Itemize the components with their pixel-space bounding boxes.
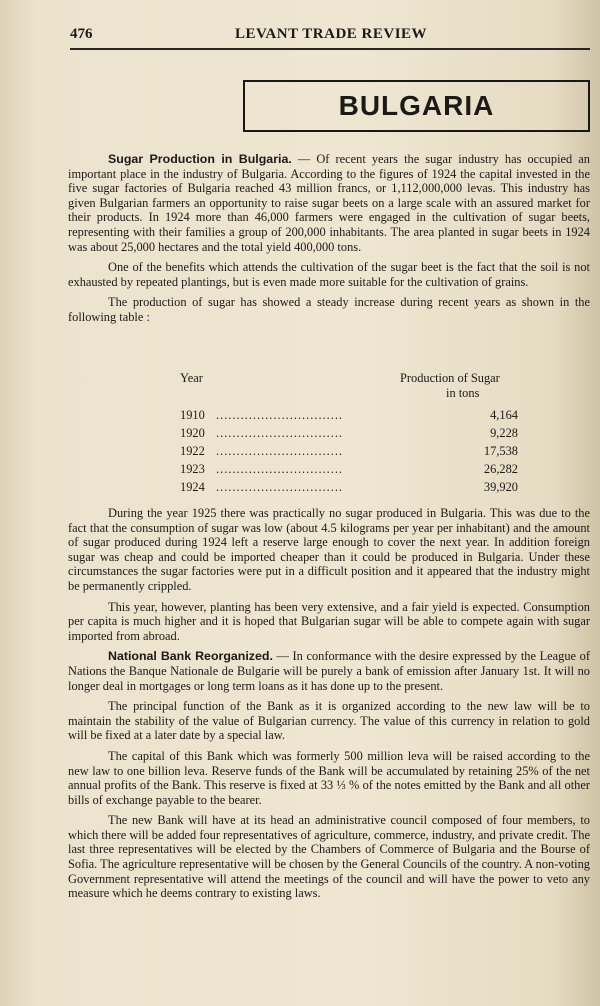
table-cell-year: 1923: [180, 462, 205, 476]
table-cell-value: 39,920: [483, 480, 518, 494]
sugar-paragraph-3: The production of sugar has showed a steady increase during recent years as shown in the following table :: [68, 295, 590, 324]
table-row: [180, 426, 590, 441]
bank-paragraph-4: The new Bank will have at its head an administrative council composed of four members, to which there will be added four representatives of agriculture, commerce, industry, and private credit. The last three representatives will be elected by the Chambers of Commerce of Bulgaria and the Bourse of Sofia. The agriculture representative will be chosen by the General Councils of the country. A non-voting Government representative will attend the meetings of the council and will have the power to veto any measure which he deems contrary to existing laws.: [68, 813, 590, 901]
bank-paragraph-1-text: — In conformance with the desire expressed by the League of Nations the Banque Nationale de Bulgarie will be purely a bank of emission after January 1st. It will no longer deal in mortgages or long term loans as it has done up to the present.: [68, 649, 590, 693]
page-header: [70, 24, 590, 48]
section-title-box: [243, 80, 590, 132]
sugar-article-top: [68, 152, 590, 331]
section-title: BULGARIA: [338, 90, 495, 121]
table-cell-year: 1910: [180, 408, 205, 422]
table-row: [180, 480, 590, 495]
table-row: [180, 462, 590, 477]
page-number: 476: [70, 26, 93, 42]
article-bottom: [68, 506, 590, 907]
running-title: LEVANT TRADE REVIEW: [235, 26, 428, 42]
table-leader-dots: ...............................: [216, 426, 344, 440]
bank-heading: National Bank Reorganized.: [108, 649, 273, 664]
table-leader-dots: ...............................: [216, 480, 344, 494]
table-cell-year: 1922: [180, 444, 205, 458]
table-leader-dots: ...............................: [216, 444, 344, 458]
table-cell-value: 4,164: [490, 408, 518, 422]
bank-paragraph-1: [68, 649, 590, 693]
table-cell-year: 1924: [180, 480, 205, 494]
sugar-paragraph-4: During the year 1925 there was practically no sugar produced in Bulgaria. This was due to the fact that the consumption of sugar was low (about 4.5 kilograms per year per inhabitant) and the amount of sugar produced during 1924 left a reserve large enough to cover the next year. In addition foreign sugar was cheap and could be imported cheaper than it could be produced in Bulgaria. Under these circumstances the sugar factories were put in a difficult position and it appeared that the industry might be permanently crippled.: [68, 506, 590, 593]
table-cell-value: 9,228: [490, 426, 518, 440]
sugar-paragraph-1: [68, 152, 590, 254]
table-cell-value: 17,538: [483, 444, 518, 458]
bank-paragraph-2: The principal function of the Bank as it is organized according to the new law will be to maintain the stability of the value of Bulgarian currency. The value of this currency in relation to gold will be fixed at a later date by a special law.: [68, 699, 590, 743]
sugar-paragraph-5: This year, however, planting has been very extensive, and a fair yield is expected. Consumption per capita is much higher and it is hoped that Bulgarian sugar will be able to compete again with sugar imported from abroad.: [68, 599, 590, 643]
sugar-paragraph-1-text: — Of recent years the sugar industry has occupied an important place in the industry of Bulgaria. According to the figures of 1924 the capital invested in the five sugar factories of Bulgaria reached 43 million francs, or 1,112,000,000 levas. This industry has given Bulgarian farmers an opportunity to raise sugar beets on a large scale with an assured market for their products. In 1924 more than 46,000 farmers were engaged in the cultivation of sugar beets, representing with their families a group of 200,000 inhabitants. The area planted in sugar beets in 1924 was about 25,000 hectares and the total yield 400,000 tons.: [68, 152, 590, 254]
sugar-production-table: [68, 371, 590, 501]
sugar-paragraph-2: One of the benefits which attends the cultivation of the sugar beet is the fact that the soil is not exhausted by repeated plantings, but is even made more suitable for the cultivation of grains.: [68, 260, 590, 289]
table-leader-dots: ...............................: [216, 408, 344, 422]
table-header-production: Production of Sugar: [400, 371, 500, 385]
table-row: [180, 444, 590, 459]
sugar-heading: Sugar Production in Bulgaria.: [108, 152, 292, 166]
table-header-year: Year: [180, 371, 203, 385]
table-header-unit: in tons: [446, 386, 480, 400]
table-leader-dots: ...............................: [216, 462, 344, 476]
table-row: [180, 408, 590, 423]
header-rule: [70, 48, 590, 50]
table-cell-year: 1920: [180, 426, 205, 440]
table-cell-value: 26,282: [483, 462, 518, 476]
bank-paragraph-3: The capital of this Bank which was formerly 500 million leva will be raised according to the new law to one billion leva. Reserve funds of the Bank will be accumulated by retaining 25% of the net annual profits of the Bank. This reserve is fixed at 33 ⅓ % of the notes emitted by the Bank and all other bills of exchange payable to the bearer.: [68, 748, 590, 807]
